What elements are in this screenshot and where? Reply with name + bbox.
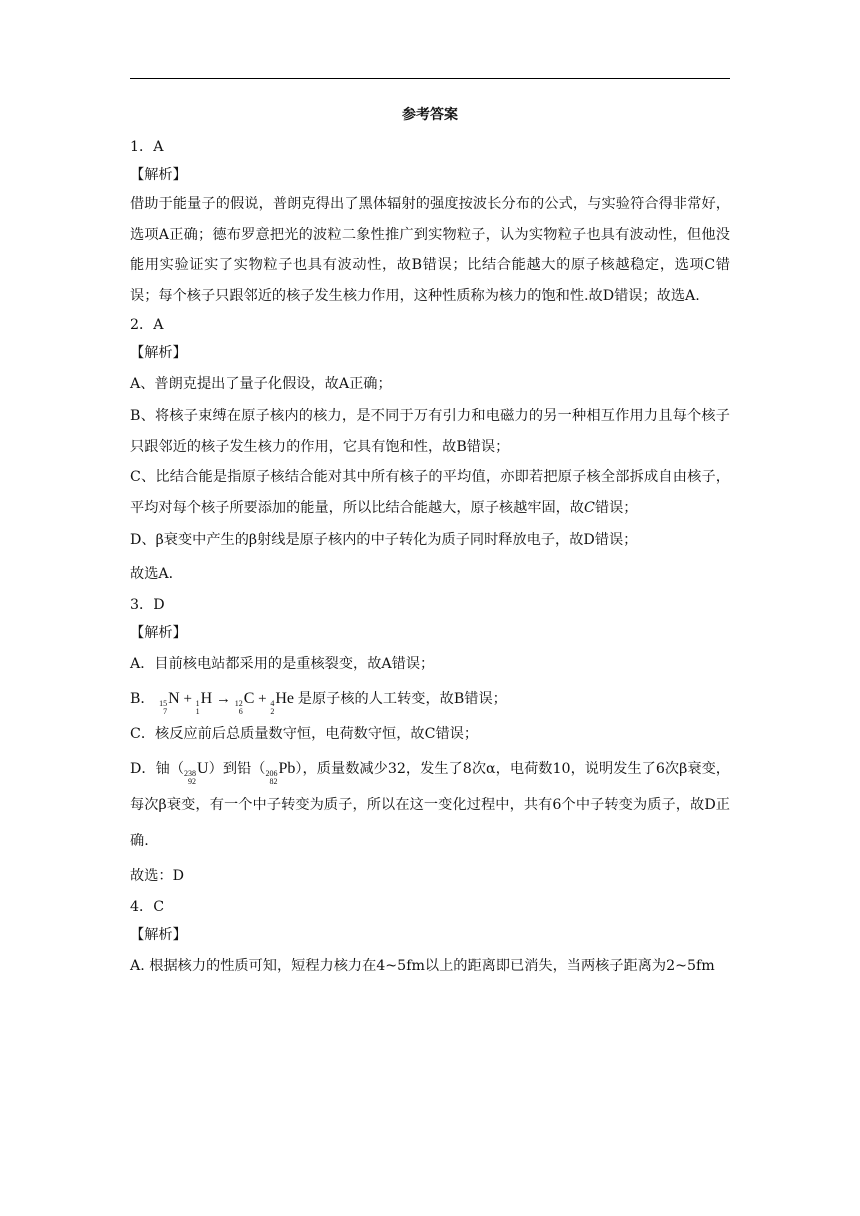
question-2-option-b: B、将核子束缚在原子核内的核力，是不同于万有引力和电磁力的另一种相互作用力且每个核子只跟邻近的核子发生核力的作用，它具有饱和性，故B错误；: [130, 408, 730, 455]
element-symbol: He: [275, 690, 295, 707]
element-symbol: C: [243, 690, 255, 707]
answer-content: [130, 133, 730, 983]
question-3-option-b: [130, 681, 730, 717]
reaction-arrow: →: [215, 691, 231, 707]
element-symbol: Pb: [278, 760, 296, 777]
question-3-answer: 3．D: [130, 597, 165, 613]
question-3-option-a: A．目前核电站都采用的是重核裂变，故A错误；: [130, 656, 435, 672]
atomic-number: 6: [238, 707, 243, 716]
question-1-answer: 1．A: [130, 139, 164, 155]
mass-number: 15: [159, 699, 168, 708]
lead-symbol: [265, 760, 296, 786]
mass-number: 206: [265, 769, 278, 778]
plus-sign: +: [258, 691, 267, 707]
question-2-option-a: A、普朗克提出了量子化假设，故A正确；: [130, 376, 392, 392]
question-2-conclusion: 故选A．: [130, 566, 183, 582]
mass-number: 238: [184, 769, 197, 778]
element-symbol: H: [200, 690, 213, 707]
option-c-tail: 错误；: [594, 499, 638, 516]
question-4-analysis-tag: 【解析】: [130, 927, 187, 943]
atomic-number: 82: [269, 777, 278, 786]
option-d-text: D．铀（: [130, 761, 185, 777]
uranium-symbol: [184, 760, 209, 786]
atomic-number: 1: [195, 707, 200, 716]
question-3-analysis-tag: 【解析】: [130, 625, 187, 641]
element-symbol: N: [168, 690, 180, 707]
question-1-analysis-tag: 【解析】: [130, 167, 187, 183]
option-d-text: ），质量数减少32，发生了8次α，电荷数10，说明发生了6次β衰变，每次β衰变，有一个中子转变为质子，所以在这一变化过程中，共有6个中子转变为质子，故D正确.: [130, 761, 730, 849]
question-3-option-d: [130, 751, 730, 859]
option-c-text: C、比结合能是指原子核结合能对其中所有核子的平均值，亦即若把原子核全部拆成自由核子，平均对每个核子所要添加的能量，所以比结合能越大，原子核越牢固，故: [130, 469, 730, 516]
question-3-conclusion: 故选：D: [130, 868, 184, 884]
plus-sign: +: [183, 691, 192, 707]
question-4-answer: 4．C: [130, 899, 165, 915]
option-b-label: B．: [130, 691, 155, 707]
question-1-analysis: 借助于能量子的假说，普朗克得出了黑体辐射的强度按波长分布的公式，与实验符合得非常好，选项A正确；德布罗意把光的波粒二象性推广到实物粒子，认为实物粒子也具有波动性，但他没能用实验证实了实物粒子也具有波动性，故B错误；比结合能越大的原子核越稳定，选项C错误；每个核子只跟邻近的核子发生核力作用，这种性质称为核力的饱和性.故D错误；故选A.: [130, 196, 730, 304]
page-title: 参考答案: [402, 107, 458, 123]
mass-number: 1: [195, 699, 200, 708]
element-symbol: U: [197, 760, 209, 777]
question-4-option-a: A. 根据核力的性质可知，短程力核力在4~5fm以上的距离即已消失，当两核子距离为2~5fm: [130, 958, 715, 974]
question-2-option-d: D、β衰变中产生的β射线是原子核内的中子转化为质子同时释放电子，故D错误；: [130, 532, 638, 548]
option-c-var: C: [584, 499, 595, 516]
header-rule: [130, 78, 730, 79]
option-b-text: 是原子核的人工转变，故B错误；: [297, 691, 507, 707]
isotope-he-numbers: [270, 700, 274, 716]
atomic-number: 92: [188, 777, 197, 786]
isotope-h-numbers: [196, 700, 200, 716]
mass-number: 12: [234, 699, 243, 708]
nuclear-reaction-formula: [159, 690, 298, 716]
question-2-analysis-tag: 【解析】: [130, 345, 187, 361]
atomic-number: 7: [163, 707, 168, 716]
atomic-number: 2: [270, 707, 275, 716]
isotope-pb-numbers: [266, 770, 278, 786]
question-2-answer: 2．A: [130, 317, 164, 333]
question-3-option-c: C．核反应前后总质量数守恒，电荷数守恒，故C错误；: [130, 726, 479, 742]
mass-number: 4: [270, 699, 275, 708]
isotope-n-numbers: [159, 700, 167, 716]
isotope-c-numbers: [235, 700, 243, 716]
question-2-option-c: [130, 462, 730, 523]
option-d-text: ）到铅（: [208, 761, 266, 777]
isotope-u-numbers: [184, 770, 196, 786]
